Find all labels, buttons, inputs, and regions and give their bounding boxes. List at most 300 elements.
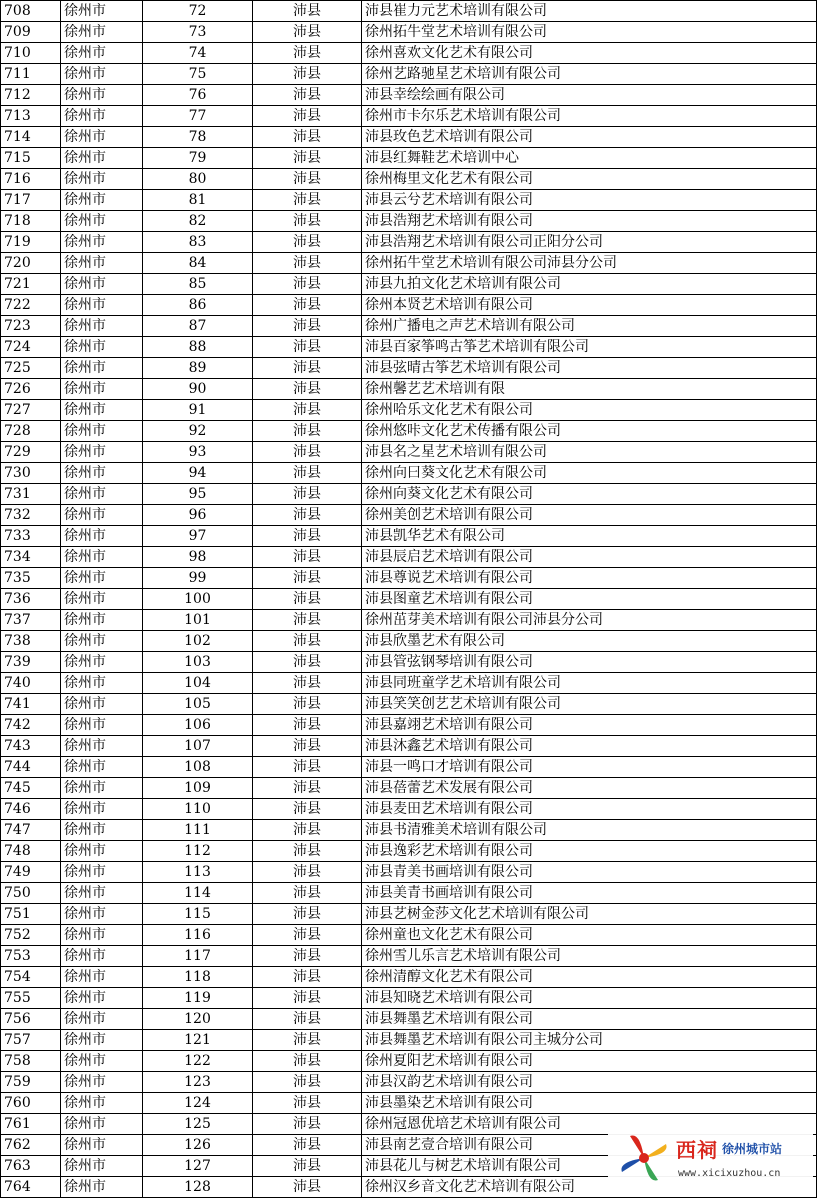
row-county-num-cell: 80 xyxy=(143,169,253,190)
row-city-cell: 徐州市 xyxy=(61,820,143,841)
row-county-cell: 沛县 xyxy=(253,232,362,253)
row-city-cell: 徐州市 xyxy=(61,1009,143,1030)
row-org-name-cell: 沛县云兮艺术培训有限公司 xyxy=(362,190,817,211)
row-city-cell: 徐州市 xyxy=(61,85,143,106)
row-seq-cell: 753 xyxy=(1,946,61,967)
row-org-name-cell: 沛县嘉翊艺术培训有限公司 xyxy=(362,715,817,736)
row-county-num-cell: 81 xyxy=(143,190,253,211)
row-county-num-cell: 104 xyxy=(143,673,253,694)
row-county-num-cell: 88 xyxy=(143,337,253,358)
row-org-name-cell: 徐州艺路驰星艺术培训有限公司 xyxy=(362,64,817,85)
table-row xyxy=(1,274,817,295)
row-county-cell: 沛县 xyxy=(253,568,362,589)
row-org-name-cell: 沛县浩翔艺术培训有限公司正阳分公司 xyxy=(362,232,817,253)
table-row xyxy=(1,337,817,358)
row-seq-cell: 715 xyxy=(1,148,61,169)
row-county-cell: 沛县 xyxy=(253,316,362,337)
row-city-cell: 徐州市 xyxy=(61,904,143,925)
row-seq-cell: 719 xyxy=(1,232,61,253)
row-org-name-cell: 徐州市卡尔乐艺术培训有限公司 xyxy=(362,106,817,127)
table-body xyxy=(1,1,817,1198)
row-county-num-cell: 90 xyxy=(143,379,253,400)
row-seq-cell: 739 xyxy=(1,652,61,673)
table-row xyxy=(1,841,817,862)
table-row xyxy=(1,547,817,568)
row-city-cell: 徐州市 xyxy=(61,211,143,232)
row-county-cell: 沛县 xyxy=(253,1114,362,1135)
row-city-cell: 徐州市 xyxy=(61,736,143,757)
row-org-name-cell: 徐州馨艺艺术培训有限 xyxy=(362,379,817,400)
row-city-cell: 徐州市 xyxy=(61,442,143,463)
row-county-cell: 沛县 xyxy=(253,148,362,169)
table-row xyxy=(1,358,817,379)
row-city-cell: 徐州市 xyxy=(61,1135,143,1156)
table-row xyxy=(1,148,817,169)
row-city-cell: 徐州市 xyxy=(61,358,143,379)
table-row xyxy=(1,589,817,610)
table-row xyxy=(1,400,817,421)
row-org-name-cell: 沛县麦田艺术培训有限公司 xyxy=(362,799,817,820)
row-city-cell: 徐州市 xyxy=(61,127,143,148)
row-org-name-cell: 沛县欣墨艺术有限公司 xyxy=(362,631,817,652)
row-city-cell: 徐州市 xyxy=(61,526,143,547)
xici-logo-icon xyxy=(616,1130,672,1186)
row-county-num-cell: 120 xyxy=(143,1009,253,1030)
watermark-brand: 西祠 xyxy=(676,1138,718,1162)
row-city-cell: 徐州市 xyxy=(61,253,143,274)
row-county-num-cell: 118 xyxy=(143,967,253,988)
table-row xyxy=(1,715,817,736)
row-org-name-cell: 沛县花儿与树艺术培训有限公司 xyxy=(362,1156,817,1177)
table-row xyxy=(1,106,817,127)
row-city-cell: 徐州市 xyxy=(61,610,143,631)
row-org-name-cell: 沛县管弦钢琴培训有限公司 xyxy=(362,652,817,673)
row-county-num-cell: 115 xyxy=(143,904,253,925)
table-row xyxy=(1,526,817,547)
row-county-cell: 沛县 xyxy=(253,358,362,379)
row-county-num-cell: 95 xyxy=(143,484,253,505)
row-org-name-cell: 沛县九拍文化艺术培训有限公司 xyxy=(362,274,817,295)
row-org-name-cell: 徐州茁芽美术培训有限公司沛县分公司 xyxy=(362,610,817,631)
row-seq-cell: 721 xyxy=(1,274,61,295)
table-row xyxy=(1,820,817,841)
row-seq-cell: 759 xyxy=(1,1072,61,1093)
row-county-cell: 沛县 xyxy=(253,43,362,64)
table-row xyxy=(1,43,817,64)
row-county-cell: 沛县 xyxy=(253,421,362,442)
row-city-cell: 徐州市 xyxy=(61,43,143,64)
row-county-cell: 沛县 xyxy=(253,22,362,43)
row-org-name-cell: 徐州梅里文化艺术有限公司 xyxy=(362,169,817,190)
row-seq-cell: 733 xyxy=(1,526,61,547)
row-county-cell: 沛县 xyxy=(253,673,362,694)
row-county-cell: 沛县 xyxy=(253,337,362,358)
row-city-cell: 徐州市 xyxy=(61,106,143,127)
row-county-cell: 沛县 xyxy=(253,631,362,652)
row-seq-cell: 729 xyxy=(1,442,61,463)
row-city-cell: 徐州市 xyxy=(61,946,143,967)
row-seq-cell: 751 xyxy=(1,904,61,925)
row-org-name-cell: 沛县舞墨艺术培训有限公司 xyxy=(362,1009,817,1030)
row-seq-cell: 752 xyxy=(1,925,61,946)
table-row xyxy=(1,1009,817,1030)
row-seq-cell: 731 xyxy=(1,484,61,505)
row-city-cell: 徐州市 xyxy=(61,988,143,1009)
row-county-num-cell: 128 xyxy=(143,1177,253,1198)
row-city-cell: 徐州市 xyxy=(61,232,143,253)
row-city-cell: 徐州市 xyxy=(61,148,143,169)
row-county-cell: 沛县 xyxy=(253,190,362,211)
row-county-num-cell: 93 xyxy=(143,442,253,463)
row-county-cell: 沛县 xyxy=(253,883,362,904)
row-county-cell: 沛县 xyxy=(253,1072,362,1093)
row-seq-cell: 735 xyxy=(1,568,61,589)
table-row xyxy=(1,946,817,967)
row-org-name-cell: 徐州美创艺术培训有限公司 xyxy=(362,505,817,526)
row-city-cell: 徐州市 xyxy=(61,673,143,694)
row-county-num-cell: 91 xyxy=(143,400,253,421)
row-seq-cell: 762 xyxy=(1,1135,61,1156)
table-row xyxy=(1,1072,817,1093)
watermark-url: www.xicixuzhou.cn xyxy=(678,1168,781,1179)
row-county-num-cell: 112 xyxy=(143,841,253,862)
row-seq-cell: 738 xyxy=(1,631,61,652)
row-city-cell: 徐州市 xyxy=(61,295,143,316)
table-row xyxy=(1,925,817,946)
row-city-cell: 徐州市 xyxy=(61,757,143,778)
table-row xyxy=(1,673,817,694)
row-city-cell: 徐州市 xyxy=(61,22,143,43)
row-city-cell: 徐州市 xyxy=(61,778,143,799)
row-org-name-cell: 徐州喜欢文化艺术有限公司 xyxy=(362,43,817,64)
row-county-cell: 沛县 xyxy=(253,1156,362,1177)
table-row xyxy=(1,799,817,820)
watermark-site-name: 徐州城市站 xyxy=(722,1142,783,1156)
row-seq-cell: 754 xyxy=(1,967,61,988)
row-seq-cell: 740 xyxy=(1,673,61,694)
row-seq-cell: 732 xyxy=(1,505,61,526)
row-seq-cell: 760 xyxy=(1,1093,61,1114)
row-county-num-cell: 111 xyxy=(143,820,253,841)
row-seq-cell: 726 xyxy=(1,379,61,400)
table-row xyxy=(1,694,817,715)
row-org-name-cell: 徐州向曰葵文化艺术有限公司 xyxy=(362,463,817,484)
row-county-num-cell: 83 xyxy=(143,232,253,253)
table-row xyxy=(1,127,817,148)
row-county-num-cell: 85 xyxy=(143,274,253,295)
row-county-cell: 沛县 xyxy=(253,589,362,610)
row-org-name-cell: 沛县南艺壹合培训有限公司 xyxy=(362,1135,817,1156)
row-org-name-cell: 徐州向葵文化艺术有限公司 xyxy=(362,484,817,505)
row-city-cell: 徐州市 xyxy=(61,631,143,652)
row-city-cell: 徐州市 xyxy=(61,463,143,484)
row-county-cell: 沛县 xyxy=(253,463,362,484)
row-city-cell: 徐州市 xyxy=(61,337,143,358)
row-county-num-cell: 78 xyxy=(143,127,253,148)
row-city-cell: 徐州市 xyxy=(61,400,143,421)
table-row xyxy=(1,904,817,925)
row-county-cell: 沛县 xyxy=(253,526,362,547)
row-city-cell: 徐州市 xyxy=(61,1030,143,1051)
row-county-cell: 沛县 xyxy=(253,169,362,190)
row-county-cell: 沛县 xyxy=(253,715,362,736)
row-city-cell: 徐州市 xyxy=(61,1072,143,1093)
row-county-num-cell: 126 xyxy=(143,1135,253,1156)
row-county-cell: 沛县 xyxy=(253,1177,362,1198)
row-county-num-cell: 100 xyxy=(143,589,253,610)
row-county-num-cell: 125 xyxy=(143,1114,253,1135)
row-seq-cell: 725 xyxy=(1,358,61,379)
row-county-num-cell: 103 xyxy=(143,652,253,673)
row-seq-cell: 749 xyxy=(1,862,61,883)
row-county-num-cell: 105 xyxy=(143,694,253,715)
row-county-num-cell: 92 xyxy=(143,421,253,442)
row-county-cell: 沛县 xyxy=(253,799,362,820)
row-seq-cell: 761 xyxy=(1,1114,61,1135)
row-seq-cell: 724 xyxy=(1,337,61,358)
row-org-name-cell: 沛县百家筝鸣古筝艺术培训有限公司 xyxy=(362,337,817,358)
row-org-name-cell: 沛县知晓艺术培训有限公司 xyxy=(362,988,817,1009)
row-county-num-cell: 98 xyxy=(143,547,253,568)
row-seq-cell: 720 xyxy=(1,253,61,274)
row-county-num-cell: 96 xyxy=(143,505,253,526)
row-city-cell: 徐州市 xyxy=(61,589,143,610)
table-row xyxy=(1,505,817,526)
table-row xyxy=(1,85,817,106)
row-city-cell: 徐州市 xyxy=(61,379,143,400)
row-org-name-cell: 徐州悠咔文化艺术传播有限公司 xyxy=(362,421,817,442)
row-county-num-cell: 89 xyxy=(143,358,253,379)
row-county-cell: 沛县 xyxy=(253,778,362,799)
row-county-cell: 沛县 xyxy=(253,442,362,463)
row-seq-cell: 718 xyxy=(1,211,61,232)
row-county-num-cell: 116 xyxy=(143,925,253,946)
row-org-name-cell: 沛县一鸣口才培训有限公司 xyxy=(362,757,817,778)
table-row xyxy=(1,211,817,232)
row-org-name-cell: 沛县舞墨艺术培训有限公司主城分公司 xyxy=(362,1030,817,1051)
row-org-name-cell: 沛县书清雅美术培训有限公司 xyxy=(362,820,817,841)
row-org-name-cell: 徐州冠恩优培艺术培训有限公司 xyxy=(362,1114,817,1135)
row-org-name-cell: 沛县辰启艺术培训有限公司 xyxy=(362,547,817,568)
row-org-name-cell: 徐州广播电之声艺术培训有限公司 xyxy=(362,316,817,337)
row-county-cell: 沛县 xyxy=(253,85,362,106)
table-row xyxy=(1,778,817,799)
row-city-cell: 徐州市 xyxy=(61,1051,143,1072)
table-row xyxy=(1,988,817,1009)
row-county-cell: 沛县 xyxy=(253,64,362,85)
table-row xyxy=(1,253,817,274)
row-county-num-cell: 102 xyxy=(143,631,253,652)
row-county-cell: 沛县 xyxy=(253,694,362,715)
row-county-cell: 沛县 xyxy=(253,652,362,673)
row-seq-cell: 757 xyxy=(1,1030,61,1051)
watermark xyxy=(608,1124,813,1194)
row-city-cell: 徐州市 xyxy=(61,799,143,820)
row-county-cell: 沛县 xyxy=(253,904,362,925)
table-row xyxy=(1,757,817,778)
row-org-name-cell: 徐州汉乡音文化艺术培训有限公司 xyxy=(362,1177,817,1198)
row-org-name-cell: 沛县逸彩艺术培训有限公司 xyxy=(362,841,817,862)
row-county-num-cell: 106 xyxy=(143,715,253,736)
row-county-num-cell: 94 xyxy=(143,463,253,484)
row-county-cell: 沛县 xyxy=(253,988,362,1009)
row-county-num-cell: 114 xyxy=(143,883,253,904)
row-seq-cell: 748 xyxy=(1,841,61,862)
row-org-name-cell: 沛县玫色艺术培训有限公司 xyxy=(362,127,817,148)
row-county-num-cell: 110 xyxy=(143,799,253,820)
row-org-name-cell: 徐州拓牛堂艺术培训有限公司 xyxy=(362,22,817,43)
row-county-cell: 沛县 xyxy=(253,1009,362,1030)
row-city-cell: 徐州市 xyxy=(61,568,143,589)
row-org-name-cell: 徐州清醇文化艺术有限公司 xyxy=(362,967,817,988)
row-county-cell: 沛县 xyxy=(253,1,362,22)
row-county-cell: 沛县 xyxy=(253,505,362,526)
row-org-name-cell: 沛县艺树金莎文化艺术培训有限公司 xyxy=(362,904,817,925)
row-county-num-cell: 107 xyxy=(143,736,253,757)
row-county-cell: 沛县 xyxy=(253,841,362,862)
row-county-cell: 沛县 xyxy=(253,862,362,883)
row-county-num-cell: 113 xyxy=(143,862,253,883)
row-org-name-cell: 徐州雪儿乐言艺术培训有限公司 xyxy=(362,946,817,967)
table-row xyxy=(1,862,817,883)
row-city-cell: 徐州市 xyxy=(61,190,143,211)
row-county-num-cell: 119 xyxy=(143,988,253,1009)
row-seq-cell: 756 xyxy=(1,1009,61,1030)
table-row xyxy=(1,883,817,904)
row-seq-cell: 709 xyxy=(1,22,61,43)
row-seq-cell: 743 xyxy=(1,736,61,757)
row-county-num-cell: 127 xyxy=(143,1156,253,1177)
row-org-name-cell: 沛县美青书画培训有限公司 xyxy=(362,883,817,904)
row-city-cell: 徐州市 xyxy=(61,64,143,85)
row-seq-cell: 755 xyxy=(1,988,61,1009)
row-seq-cell: 717 xyxy=(1,190,61,211)
row-seq-cell: 727 xyxy=(1,400,61,421)
row-seq-cell: 737 xyxy=(1,610,61,631)
row-seq-cell: 713 xyxy=(1,106,61,127)
row-seq-cell: 758 xyxy=(1,1051,61,1072)
row-county-cell: 沛县 xyxy=(253,400,362,421)
row-org-name-cell: 沛县幸绘绘画有限公司 xyxy=(362,85,817,106)
table-row xyxy=(1,190,817,211)
row-seq-cell: 744 xyxy=(1,757,61,778)
row-seq-cell: 730 xyxy=(1,463,61,484)
row-org-name-cell: 沛县笑笑创艺艺术培训有限公司 xyxy=(362,694,817,715)
row-org-name-cell: 徐州童也文化艺术有限公司 xyxy=(362,925,817,946)
table-row xyxy=(1,232,817,253)
table-row xyxy=(1,316,817,337)
row-county-num-cell: 123 xyxy=(143,1072,253,1093)
row-city-cell: 徐州市 xyxy=(61,715,143,736)
row-seq-cell: 750 xyxy=(1,883,61,904)
table-row xyxy=(1,631,817,652)
row-org-name-cell: 徐州本贤艺术培训有限公司 xyxy=(362,295,817,316)
row-org-name-cell: 沛县红舞鞋艺术培训中心 xyxy=(362,148,817,169)
row-county-num-cell: 84 xyxy=(143,253,253,274)
row-seq-cell: 746 xyxy=(1,799,61,820)
row-city-cell: 徐州市 xyxy=(61,967,143,988)
row-city-cell: 徐州市 xyxy=(61,505,143,526)
row-county-num-cell: 82 xyxy=(143,211,253,232)
row-county-cell: 沛县 xyxy=(253,820,362,841)
table-row xyxy=(1,484,817,505)
row-county-cell: 沛县 xyxy=(253,484,362,505)
row-county-cell: 沛县 xyxy=(253,274,362,295)
row-seq-cell: 764 xyxy=(1,1177,61,1198)
row-county-cell: 沛县 xyxy=(253,547,362,568)
row-seq-cell: 734 xyxy=(1,547,61,568)
row-org-name-cell: 沛县崔力元艺术培训有限公司 xyxy=(362,1,817,22)
row-seq-cell: 710 xyxy=(1,43,61,64)
row-seq-cell: 736 xyxy=(1,589,61,610)
table-row xyxy=(1,169,817,190)
row-county-num-cell: 99 xyxy=(143,568,253,589)
row-county-cell: 沛县 xyxy=(253,967,362,988)
row-seq-cell: 745 xyxy=(1,778,61,799)
row-county-num-cell: 76 xyxy=(143,85,253,106)
row-org-name-cell: 沛县汉韵艺术培训有限公司 xyxy=(362,1072,817,1093)
row-county-cell: 沛县 xyxy=(253,925,362,946)
table-row xyxy=(1,22,817,43)
row-county-cell: 沛县 xyxy=(253,736,362,757)
table-row xyxy=(1,610,817,631)
row-county-cell: 沛县 xyxy=(253,295,362,316)
row-org-name-cell: 沛县青美书画培训有限公司 xyxy=(362,862,817,883)
row-org-name-cell: 沛县名之星艺术培训有限公司 xyxy=(362,442,817,463)
table-row xyxy=(1,379,817,400)
row-city-cell: 徐州市 xyxy=(61,484,143,505)
row-county-cell: 沛县 xyxy=(253,1135,362,1156)
row-seq-cell: 723 xyxy=(1,316,61,337)
table-row xyxy=(1,442,817,463)
row-city-cell: 徐州市 xyxy=(61,925,143,946)
row-org-name-cell: 沛县浩翔艺术培训有限公司 xyxy=(362,211,817,232)
row-seq-cell: 714 xyxy=(1,127,61,148)
table-row xyxy=(1,568,817,589)
row-county-num-cell: 121 xyxy=(143,1030,253,1051)
row-county-num-cell: 73 xyxy=(143,22,253,43)
row-seq-cell: 741 xyxy=(1,694,61,715)
row-county-num-cell: 108 xyxy=(143,757,253,778)
table-row xyxy=(1,463,817,484)
row-county-cell: 沛县 xyxy=(253,127,362,148)
row-org-name-cell: 沛县同班童学艺术培训有限公司 xyxy=(362,673,817,694)
row-county-cell: 沛县 xyxy=(253,1051,362,1072)
row-seq-cell: 716 xyxy=(1,169,61,190)
table-row xyxy=(1,1051,817,1072)
table-row xyxy=(1,652,817,673)
row-county-num-cell: 117 xyxy=(143,946,253,967)
table-row xyxy=(1,421,817,442)
table-row xyxy=(1,295,817,316)
row-org-name-cell: 徐州夏阳艺术培训有限公司 xyxy=(362,1051,817,1072)
row-org-name-cell: 沛县凯华艺术有限公司 xyxy=(362,526,817,547)
row-city-cell: 徐州市 xyxy=(61,1177,143,1198)
row-county-cell: 沛县 xyxy=(253,946,362,967)
table-row xyxy=(1,64,817,85)
row-city-cell: 徐州市 xyxy=(61,1,143,22)
row-county-cell: 沛县 xyxy=(253,379,362,400)
row-county-num-cell: 101 xyxy=(143,610,253,631)
row-county-cell: 沛县 xyxy=(253,1093,362,1114)
row-county-cell: 沛县 xyxy=(253,757,362,778)
table-row xyxy=(1,736,817,757)
row-city-cell: 徐州市 xyxy=(61,883,143,904)
row-city-cell: 徐州市 xyxy=(61,694,143,715)
row-county-num-cell: 74 xyxy=(143,43,253,64)
row-org-name-cell: 沛县尊说艺术培训有限公司 xyxy=(362,568,817,589)
row-org-name-cell: 沛县沐鑫艺术培训有限公司 xyxy=(362,736,817,757)
